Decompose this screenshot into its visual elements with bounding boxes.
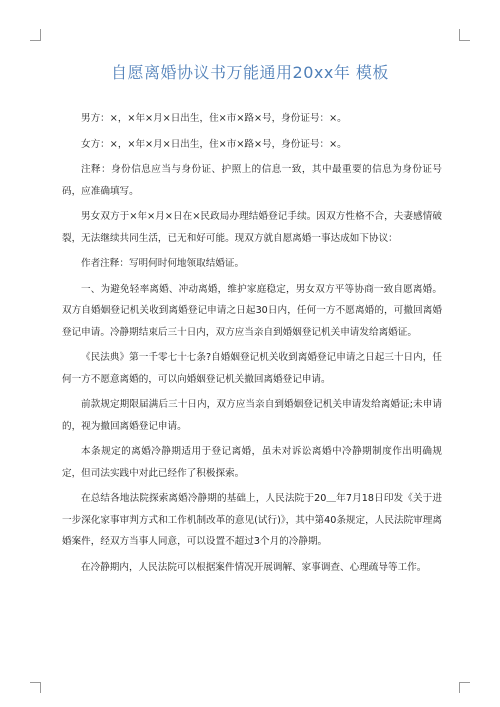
paragraph-clause-one: 一、为避免轻率离婚、冲动离婚，维护家庭稳定，男女双方平等协商一致自愿离婚。双方自婚姻登记机关收到离婚登记申请之日起30日内，任何一方不愿离婚的，可撤回离婚登记申请。冷静期结束后三十日内，双方应当亲自到婚姻登记机关申请发给离婚证。 [62, 283, 442, 338]
crop-mark-top-left-v [40, 29, 41, 40]
crop-mark-top-right-h [459, 40, 470, 41]
paragraph-cooling-period-work: 在冷静期内，人民法院可以根据案件情况开展调解、家事调查、心理疏导等工作。 [81, 561, 427, 573]
crop-mark-bottom-right-v [459, 682, 460, 693]
document-title: 自愿离婚协议书万能通用20xx年 模板 [111, 63, 389, 82]
paragraph-cooling-period-scope: 本条规定的离婚冷静期适用于登记离婚，虽未对诉讼离婚中冷静期制度作出明确规定，但司法实践中对此已经作了积极探索。 [62, 446, 442, 479]
paragraph-marriage-statement: 男女双方于×年×月×日在×民政局办理结婚登记手续。因双方性格不合，夫妻感情破裂，无法继续共同生活，已无和好可能。现双方就自愿离婚一事达成如下协议： [62, 211, 442, 244]
crop-mark-bottom-left-v [40, 682, 41, 693]
crop-mark-top-right-v [459, 29, 460, 40]
paragraph-civil-code: 《民法典》第一千零七十七条?自婚姻登记机关收到离婚登记申请之日起三十日内，任何一方不愿意离婚的，可以向婚姻登记机关撤回离婚登记申请。 [62, 352, 442, 385]
paragraph-court-opinion: 在总结各地法院探索离婚冷静期的基础上，人民法院于20＿年7月18日印发《关于进一步深化家事审判方式和工作机制改革的意见(试行)》，其中第40条规定，人民法院审理离婚案件，经双方当事人同意，可以设置不超过3个月的冷静期。 [62, 493, 442, 547]
paragraph-author-note: 作者注释：写明何时何地领取结婚证。 [81, 258, 245, 269]
paragraph-period-expiry: 前款规定期限届满后三十日内，双方应当亲自到婚姻登记机关申请发给离婚证;未申请的，视为撤回离婚登记申请。 [62, 399, 442, 432]
crop-mark-top-left-h [30, 40, 41, 41]
paragraph-male-party: 男方：×，×年×月×日出生，住×市×路×号，身份证号：×。 [81, 113, 347, 124]
crop-mark-bottom-right-h [459, 682, 470, 683]
paragraph-note-identity: 注释：身份信息应当与身份证、护照上的信息一致，其中最重要的信息为身份证号码，应准确填写。 [62, 164, 442, 197]
document-body [62, 108, 442, 582]
paragraph-female-party: 女方：×，×年×月×日出生，住×市×路×号，身份证号：×。 [81, 138, 347, 150]
